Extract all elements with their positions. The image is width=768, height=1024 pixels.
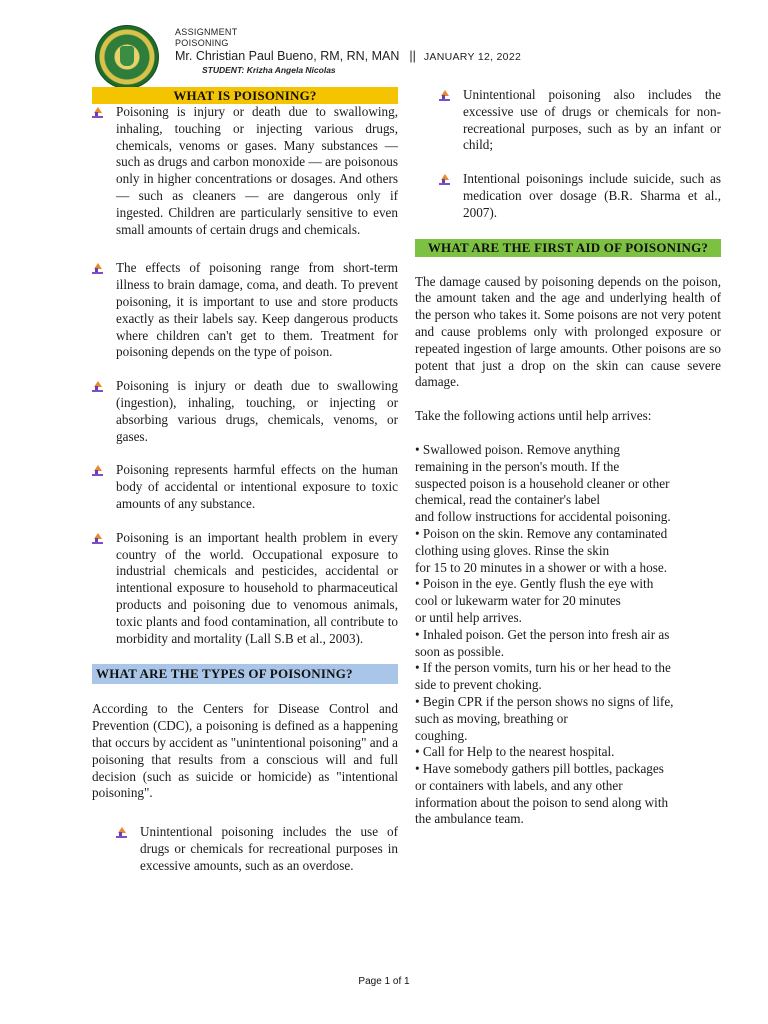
actions-lead: Take the following actions until help arrives: (415, 408, 652, 424)
list-line: information about the poison to send along with (415, 794, 669, 810)
assignment-date: JANUARY 12, 2022 (423, 51, 522, 63)
list-item (92, 378, 398, 445)
list-line: such as moving, breathing or (415, 710, 568, 726)
what-is-poisoning-heading: WHAT IS POISONING? (92, 87, 398, 104)
list-line: chemical, read the container's label (415, 492, 601, 508)
bullet-text: Unintentional poisoning also includes the excessive use of drugs or chemicals for non-recreational purposes, such as by an infant or child; (463, 87, 721, 153)
list-line: • If the person vomits, turn his or her head to the (415, 660, 671, 676)
bullet-text: The effects of poisoning range from short-term illness to brain damage, coma, and death. To prevent poisoning, it is important to use and store products exactly as their labels say. Keep dangerous products where children can't get to them. Treatment for poisoning depends on the type of poison. (116, 260, 398, 360)
instructor-line (175, 49, 521, 63)
list-item (415, 442, 721, 526)
list-item (415, 526, 721, 576)
arrow-up-bullet-icon (116, 827, 128, 839)
bullet-text: Poisoning is an important health problem in every country of the world. Occupational exposure to industrial chemicals and pesticides, accidental or intentional exposure to household to pharmaceutical products and poisoning due to venomous animals, toxic plants and food contamination, all contribute to morbidity and mortality (Lall S.B et al., 2003). (116, 529, 398, 646)
list-line: or until help arrives. (415, 609, 522, 625)
left-column (92, 87, 398, 874)
arrow-up-bullet-icon (439, 90, 451, 102)
list-item (92, 260, 398, 361)
list-line: the ambulance team. (415, 811, 524, 827)
assignment-topic: POISONING (175, 38, 229, 48)
list-item (415, 694, 721, 744)
list-line: for 15 to 20 minutes in a shower or with a hose. (415, 559, 667, 575)
student-name: STUDENT: Krizha Angela Nicolas (202, 65, 336, 75)
types-of-poisoning-heading: WHAT ARE THE TYPES OF POISONING? (92, 664, 398, 684)
list-line: • Inhaled poison. Get the person into fresh air as (415, 626, 670, 642)
list-item (415, 576, 721, 626)
list-line: • Poison on the skin. Remove any contaminated (415, 525, 668, 541)
header-separator: || (409, 49, 416, 63)
list-line: • Poison in the eye. Gently flush the eye with (415, 576, 654, 592)
list-item (92, 462, 398, 512)
list-item (116, 824, 398, 874)
list-line: • Begin CPR if the person shows no signs of life, (415, 693, 674, 709)
bullet-text: Poisoning is injury or death due to swallowing, inhaling, touching or injecting various drugs, chemicals, venoms or gases. Many substances — such as drugs and carbon monoxide — are poisonous only in higher concentrations or dosages. And others — such as cleaners — are dangerous only if ingested. Children are particularly sensitive to even small amounts of certain drugs and chemicals. (116, 104, 398, 237)
list-line: • Call for Help to the nearest hospital. (415, 744, 615, 760)
arrow-up-bullet-icon (439, 174, 451, 186)
list-line: remaining in the person's mouth. If the (415, 458, 620, 474)
types-intro: According to the Centers for Disease Control and Prevention (CDC), a poisoning is defined as a happening that occurs by accident as "unintentional poisoning" and a poisoning that results from a conscious will and full decision (such as suicide or homicide) as "intentional poisoning". (92, 701, 398, 801)
list-item (415, 761, 721, 828)
assignment-label: ASSIGNMENT (175, 27, 238, 37)
list-item (439, 87, 721, 154)
list-line: coughing. (415, 727, 468, 743)
bullet-text: Poisoning represents harmful effects on the human body of accidental or intentional exposure to toxic amounts of any substance. (116, 462, 398, 511)
list-line: clothing using gloves. Rinse the skin (415, 542, 610, 558)
arrow-up-bullet-icon (92, 465, 104, 477)
list-line: soon as possible. (415, 643, 505, 659)
first-aid-list (415, 442, 721, 828)
list-line: • Swallowed poison. Remove anything (415, 441, 620, 457)
arrow-up-bullet-icon (92, 381, 104, 393)
arrow-up-bullet-icon (92, 107, 104, 119)
list-line: side to prevent choking. (415, 677, 542, 693)
arrow-up-bullet-icon (92, 533, 104, 545)
arrow-up-bullet-icon (92, 263, 104, 275)
list-line: • Have somebody gathers pill bottles, packages (415, 761, 664, 777)
instructor-name: Mr. Christian Paul Bueno, RM, RN, MAN (175, 49, 400, 63)
list-line: and follow instructions for accidental poisoning. (415, 509, 671, 525)
first-aid-heading: WHAT ARE THE FIRST AID OF POISONING? (415, 239, 721, 257)
bullet-text: Unintentional poisoning includes the use of drugs or chemicals for recreational purposes in excessive amounts, such as an overdose. (140, 824, 398, 873)
list-item (92, 530, 398, 648)
list-item (415, 744, 721, 761)
list-item (415, 660, 721, 694)
list-item (439, 171, 721, 221)
list-line: cool or lukewarm water for 20 minutes (415, 593, 621, 609)
list-line: suspected poison is a household cleaner or other (415, 475, 670, 491)
page-number: Page 1 of 1 (358, 976, 410, 987)
list-line: or containers with labels, and any other (415, 777, 623, 793)
list-item (92, 104, 398, 238)
document-header (95, 25, 735, 80)
bullet-text: Intentional poisonings include suicide, such as medication over dosage (B.R. Sharma et al., 2007). (463, 171, 721, 220)
school-seal-logo (95, 25, 159, 89)
first-aid-intro: The damage caused by poisoning depends on the poison, the amount taken and the age and underlying health of the person who takes it. Some poisons are not very potent and cause problems only with prolonged exposure or repeated ingestion of large amounts. Other poisons are so potent that just a drop on the skin can cause severe damage. (415, 273, 721, 390)
list-item (415, 627, 721, 661)
right-column (415, 87, 721, 828)
bullet-text: Poisoning is injury or death due to swallowing (ingestion), inhaling, touching, or injecting or absorbing various drugs, chemicals, venoms, or gases. (116, 378, 398, 444)
